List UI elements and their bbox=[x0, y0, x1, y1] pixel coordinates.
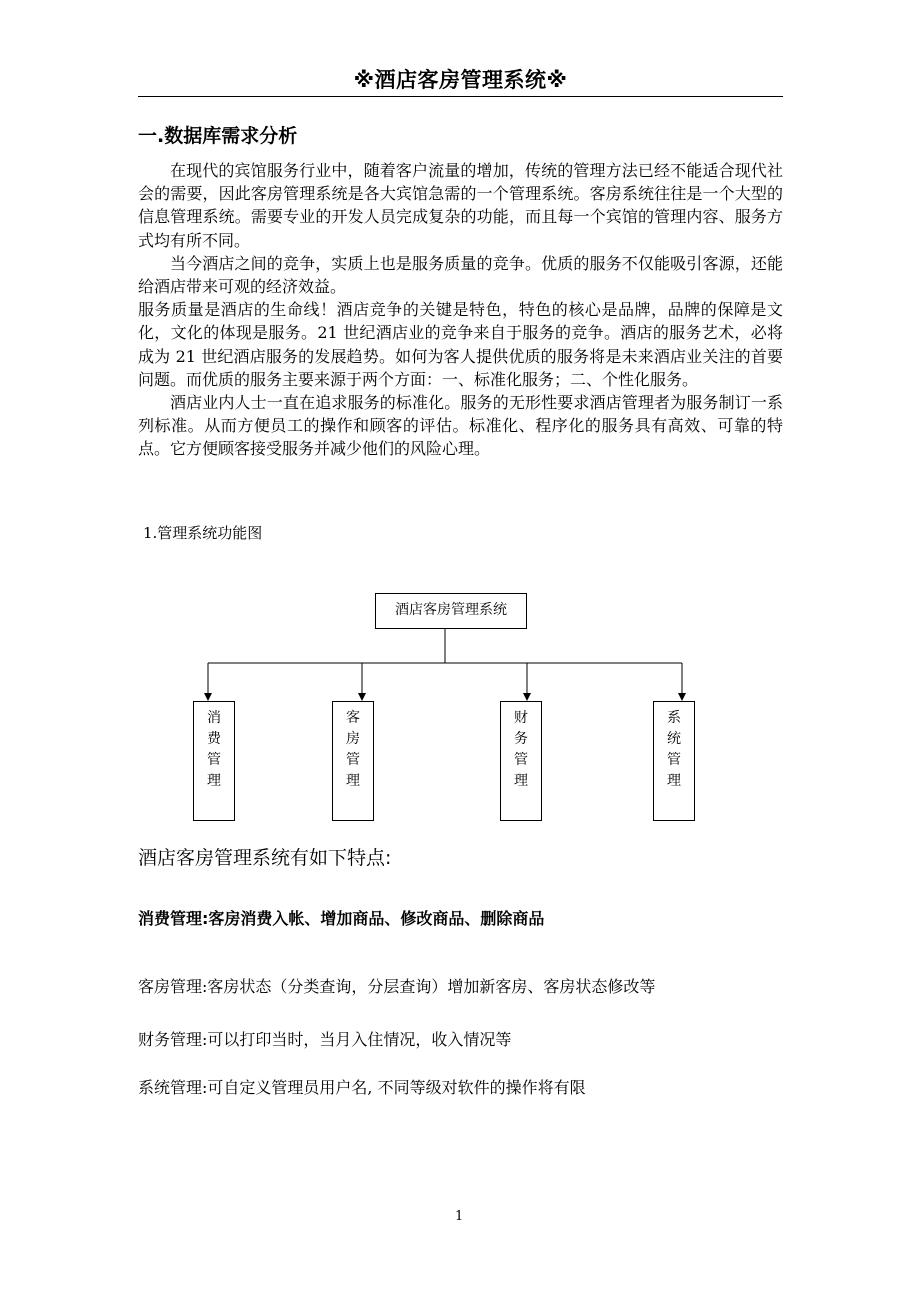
node-char: 管 bbox=[514, 752, 528, 768]
diagram-root-node: 酒店客房管理系统 bbox=[375, 593, 527, 629]
node-char: 理 bbox=[667, 773, 681, 789]
section-heading: 一.数据库需求分析 bbox=[138, 125, 298, 147]
diagram-caption: 1.管理系统功能图 bbox=[143, 524, 263, 542]
feature-system: 系统管理:可自定义管理员用户名, 不同等级对软件的操作将有限 bbox=[138, 1078, 586, 1097]
node-char: 财 bbox=[514, 710, 528, 726]
diagram-node-finance bbox=[500, 701, 542, 821]
document-title: ※酒店客房管理系统※ bbox=[353, 68, 568, 92]
node-char: 费 bbox=[207, 731, 221, 747]
diagram-node-rooms bbox=[332, 701, 374, 821]
node-char: 管 bbox=[346, 752, 360, 768]
diagram-node-consumption bbox=[193, 701, 235, 821]
features-heading: 酒店客房管理系统有如下特点: bbox=[138, 847, 392, 869]
diagram-node-system bbox=[653, 701, 695, 821]
paragraph-3: 服务质量是酒店的生命线！酒店竞争的关键是特色，特色的核心是品牌，品牌的保障是文化，文化的体现是服务。21 世纪酒店业的竞争来自于服务的竞争。酒店的服务艺术，必将成为 21 世纪酒店服务的发展趋势。如何为客人提供优质的服务将是未来酒店业关注的首要问题。而优质的服务主要来源于两个方面：一、标准化服务；二、个性化服务。 bbox=[138, 300, 783, 389]
node-char: 管 bbox=[667, 752, 681, 768]
node-char: 理 bbox=[346, 773, 360, 789]
node-char: 理 bbox=[207, 773, 221, 789]
node-char: 务 bbox=[514, 731, 528, 747]
paragraph-2: 当今酒店之间的竞争，实质上也是服务质量的竞争。优质的服务不仅能吸引客源，还能给酒店带来可观的经济效益。 bbox=[138, 253, 783, 297]
node-char: 系 bbox=[667, 710, 681, 726]
paragraph-4: 酒店业内人士一直在追求服务的标准化。服务的无形性要求酒店管理者为服务制订一系列标准。从而方便员工的操作和顾客的评估。标准化、程序化的服务具有高效、可靠的特点。它方便顾客接受服务并减少他们的风险心理。 bbox=[138, 393, 783, 459]
page-number: 1 bbox=[455, 1209, 464, 1224]
feature-rooms: 客房管理:客房状态（分类查询，分层查询）增加新客房、客房状态修改等 bbox=[138, 977, 656, 996]
node-char: 房 bbox=[346, 731, 360, 747]
paragraph-1: 在现代的宾馆服务行业中，随着客户流量的增加，传统的管理方法已经不能适合现代社会的需要，因此客房管理系统是各大宾馆急需的一个管理系统。客房系统往往是一个大型的信息管理系统。需要专业的开发人员完成复杂的功能，而且每一个宾馆的管理内容、服务方式均有所不同。 bbox=[138, 161, 783, 250]
node-char: 统 bbox=[667, 731, 681, 747]
feature-consumption: 消费管理:客房消费入帐、增加商品、修改商品、删除商品 bbox=[138, 909, 545, 928]
feature-finance: 财务管理:可以打印当时，当月入住情况，收入情况等 bbox=[138, 1030, 512, 1049]
node-char: 消 bbox=[207, 710, 221, 726]
node-char: 客 bbox=[346, 710, 360, 726]
node-char: 理 bbox=[514, 773, 528, 789]
node-char: 管 bbox=[207, 752, 221, 768]
